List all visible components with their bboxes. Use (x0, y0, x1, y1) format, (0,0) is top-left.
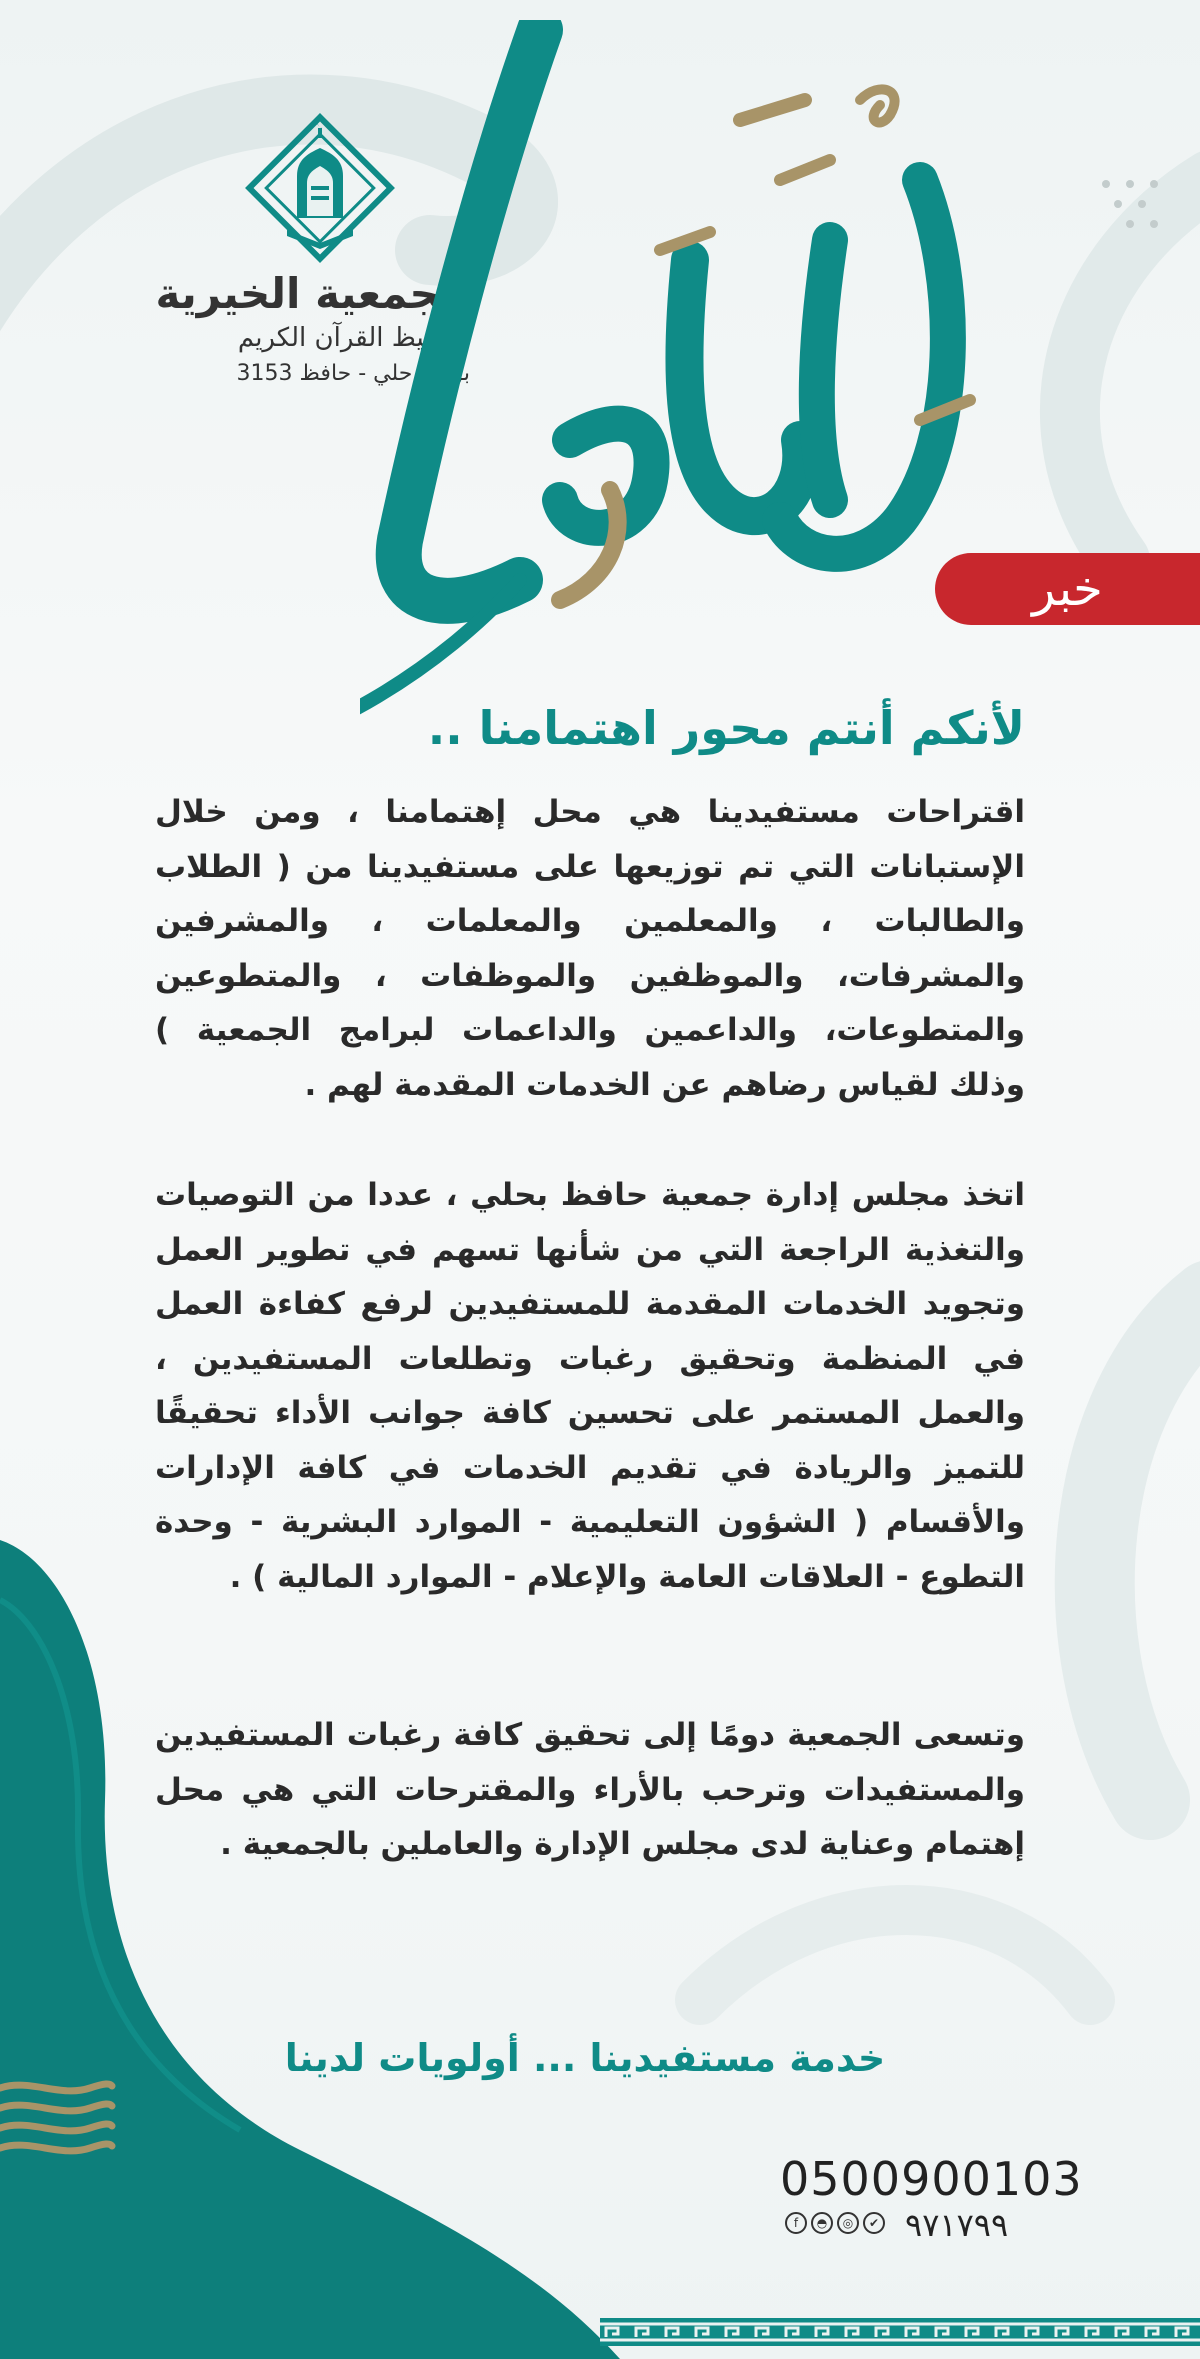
social-icons (785, 2212, 885, 2234)
paragraph-1: اقتراحات مستفيدينا هي محل إهتمامنا ، ومن خلال الإستبانات التي تم توزيعها على مستفيدينا من ( الطلاب والطالبات ، والمعلمين والمعلمات ، والمشرفين والمشرفات، والموظفين والموظفات ، والمتطوعين والمتطوعات، والداعمين والداعمات لبرامج الجمعية ) وذلك لقياس رضاهم عن الخدمات المقدمة لهم . (155, 794, 1025, 1103)
slogan: خدمة مستفيدينا ... أولويات لدينا (284, 2036, 886, 2080)
snapchat-icon[interactable]: ◓ (811, 2212, 833, 2234)
organization-name: الجمعية الخيرية (155, 269, 470, 318)
news-badge: خبر (935, 553, 1200, 625)
twitter-icon[interactable]: ✔ (863, 2212, 885, 2234)
social-handle: ٩٧١٧٩٩ (905, 2206, 1009, 2244)
instagram-icon[interactable]: ◎ (837, 2212, 859, 2234)
organization-subtitle: لتحفيظ القرآن الكريم (237, 323, 470, 353)
phone-number: 0500900103 (780, 2152, 1083, 2206)
headline: لأنكم أنتم محور اهتمامنا .. (427, 701, 1025, 755)
dots-decoration (1100, 178, 1160, 230)
paragraph-3: وتسعى الجمعية دومًا إلى تحقيق كافة رغبات المستفيدين والمستفيدات وترحب بالأراء والمقترحات التي هي محل إهتمام وعناية لدى مجلس الإدارة والعاملين بالجمعية . (155, 1717, 1025, 1862)
watermark-stroke-right (1070, 180, 1200, 560)
campaign-title-calligraphy (360, 20, 1000, 760)
paragraph-2: اتخذ مجلس إدارة جمعية حافظ بحلي ، عددا من التوصيات والتغذية الراجعة التي من شأنها تسهم في تطوير العمل وتجويد الخدمات المقدمة للمستفيدين لرفع كفاءة العمل في المنظمة وتحقيق رغبات وتطلعات المستفيدين ، والعمل المستمر على تحسين كافة جوانب الأداء تحقيقًا للتميز والريادة في تقديم الخدمات في كافة الإدارات والأقسام ( الشؤون التعليمية - الموارد البشرية - وحدة التطوع - العلاقات العامة والإعلام - الموارد المالية ) . (155, 1177, 1025, 1595)
social-row (785, 2208, 1085, 2248)
organization-address: بوادي حلي - حافظ 3153 (236, 361, 470, 386)
watermark-stroke-low (700, 1910, 1090, 2000)
facebook-icon[interactable]: f (785, 2212, 807, 2234)
watermark-stroke-mid (1095, 1300, 1200, 1800)
bottom-pattern-border (600, 2318, 1200, 2346)
